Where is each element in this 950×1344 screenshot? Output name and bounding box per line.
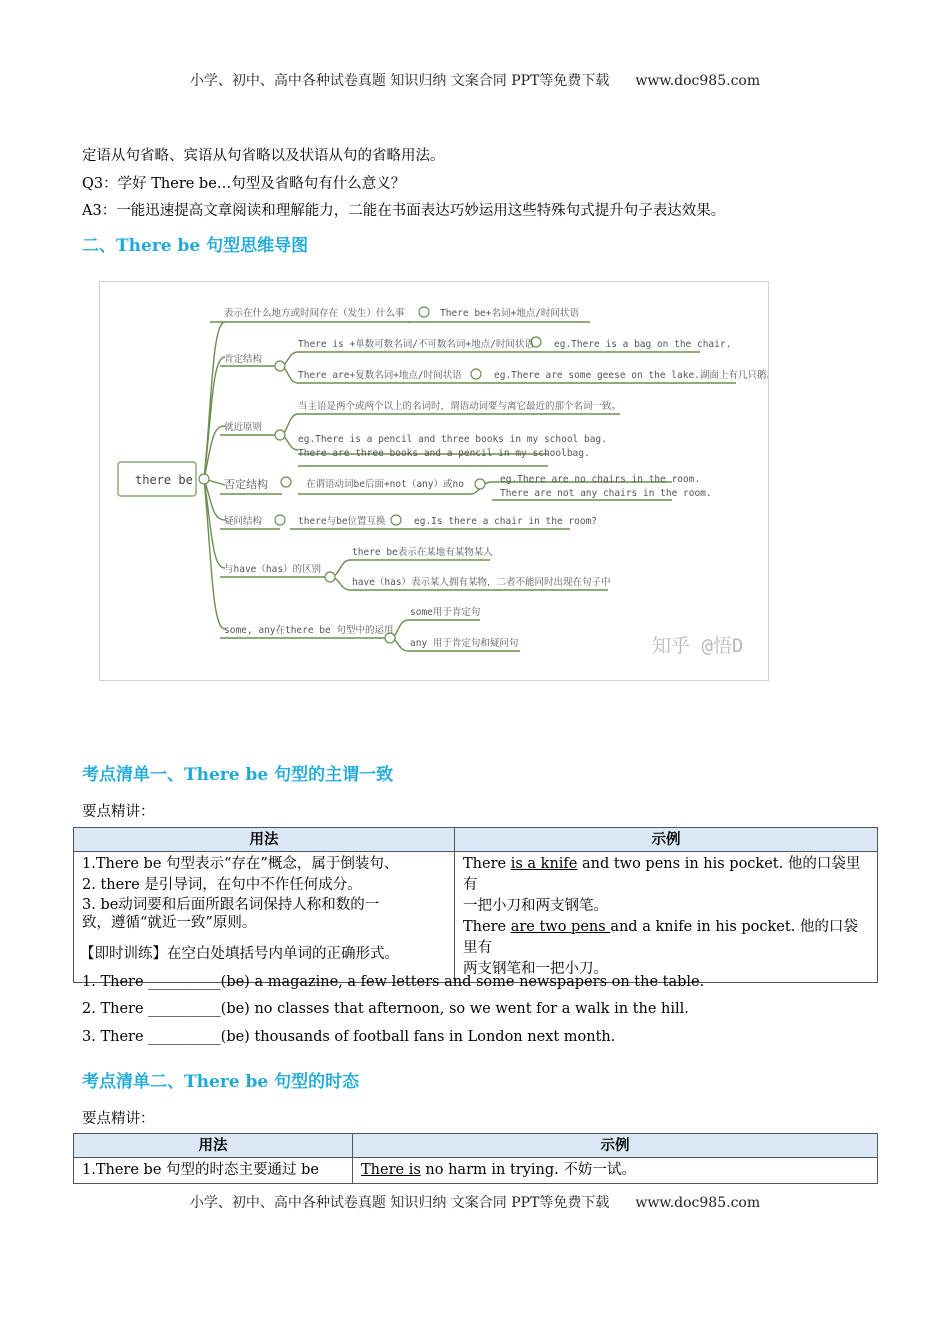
practice-q3: 3. There __________(be) thousands of football fans in London next month. (82, 1029, 616, 1045)
mm-b3-leaf1: 当主语是两个或两个以上的名词时，谓语动词要与离它最近的那个名词一致。 (298, 401, 622, 412)
header-site: www.doc985.com (635, 73, 761, 89)
k1-usage-3a: 3. be动词要和后面所跟名词保持人称和数的一 (82, 897, 380, 913)
k1-ex1-b: and two pens in his pocket. 他的口袋里有 (463, 856, 861, 893)
k1-ex1-u: is a knife (510, 856, 578, 872)
k2-ex1-u: There is (361, 1162, 421, 1178)
mm-b6-leaf1: there be表示在某地有某物某人 (352, 547, 493, 558)
mm-b5-label: 疑问结构 (224, 516, 263, 527)
mm-b7-leaf1: some用于肯定句 (410, 607, 481, 618)
section-2-title: 二、There be 句型思维导图 (82, 236, 309, 256)
a3-line: A3：一能迅速提高文章阅读和理解能力，二能在书面表达巧妙运用这些特殊句式提升句子表达效果。 (82, 203, 726, 219)
footer-site: www.doc985.com (635, 1195, 761, 1211)
mm-b2-label: 肯定结构 (224, 354, 263, 365)
mm-b5-leaf: there与be位置互换 (298, 516, 386, 527)
mm-b7-leaf2: any 用于肯定句和疑问句 (410, 638, 519, 649)
mindmap-image (99, 281, 769, 681)
mindmap-svg (100, 282, 768, 680)
k2-table (73, 1133, 878, 1184)
mm-b4-leaf: 在谓语动词be后面+not（any）或no (306, 479, 464, 490)
mindmap-watermark: 知乎 @悟D (652, 635, 744, 657)
header-text: 小学、初中、高中各种试卷真题 知识归纳 文案合同 PPT等免费下载 (189, 73, 610, 89)
mm-b1-leaf: There be+名词+地点/时间状语 (440, 308, 579, 319)
k1-ex2-u: are two pens (510, 919, 611, 935)
intro-line: 定语从句省略、宾语从句省略以及状语从句的省略用法。 (82, 148, 445, 164)
mm-b2-leaf1: There is +单数可数名词/不可数名词+地点/时间状语 (298, 339, 534, 350)
k1-label: 要点精讲： (82, 804, 155, 820)
footer-text: 小学、初中、高中各种试卷真题 知识归纳 文案合同 PPT等免费下载 (189, 1195, 610, 1211)
k1-col-example: 示例 (455, 828, 878, 852)
mm-b3-label: 就近原则 (224, 422, 263, 433)
practice-q2: 2. There __________(be) no classes that afternoon, so we went for a walk in the hill. (82, 1001, 689, 1017)
k1-col-usage: 用法 (74, 828, 455, 852)
mm-b3-leaf2: eg.There is a pencil and three books in my school bag. (298, 434, 607, 445)
k1-usage-2: 2. there 是引导词，在句中不作任何成分。 (82, 877, 362, 893)
k2-col-example: 示例 (353, 1134, 878, 1158)
k1-usage-1: 1.There be 句型表示“存在”概念，属于倒装句、 (82, 856, 399, 872)
mm-b6-leaf2: have（has）表示某人拥有某物，二者不能同时出现在句子中 (352, 577, 611, 588)
k1-example-cell (455, 852, 878, 983)
k1-usage-3b: 致，遵循“就近一致”原则。 (82, 915, 257, 931)
k1-ex1-c: 一把小刀和两支钢笔。 (463, 898, 608, 914)
k1-title: 考点清单一、There be 句型的主谓一致 (82, 765, 394, 785)
k1-ex2-b: and a knife in his pocket. 他的口袋里有 (463, 919, 858, 956)
mm-b4-ex1: eg.There are no chairs in the room. (500, 474, 701, 485)
practice-title: 【即时训练】在空白处填括号内单词的正确形式。 (80, 946, 399, 962)
k2-label: 要点精讲： (82, 1111, 155, 1127)
mm-b3-leaf3: There are three books and a pencil in my schoolbag. (298, 448, 590, 459)
page-header (0, 70, 950, 90)
k2-col-usage: 用法 (74, 1134, 353, 1158)
practice-q1: 1. There __________(be) a magazine, a few letters and some newspapers on the table. (82, 974, 705, 990)
mm-b4-label: 否定结构 (224, 478, 268, 491)
mm-b7-label: some, any在there be 句型中的运用 (224, 625, 394, 636)
mm-b1-label: 表示在什么地方或时间存在（发生）什么事 (224, 308, 405, 319)
mm-b5-ex: eg.Is there a chair in the room? (414, 516, 598, 527)
mm-b2-ex1: eg.There is a bag on the chair. (554, 339, 732, 350)
mm-b4-ex2: There are not any chairs in the room. (500, 488, 712, 499)
k1-ex2-a: There (463, 919, 511, 935)
k2-example-cell (353, 1158, 878, 1184)
k2-usage-cell: 1.There be 句型的时态主要通过 be (74, 1158, 353, 1184)
k1-ex1-a: There (463, 856, 511, 872)
mm-b6-label: 与have（has）的区别 (224, 564, 322, 575)
mm-b2-ex2: eg.There are some geese on the lake.湖面上有几只鹅。 (494, 370, 768, 381)
q3-line: Q3：学好 There be…句型及省略句有什么意义？ (82, 176, 406, 192)
page-footer (0, 1192, 950, 1212)
k1-ex2-c: 两支钢笔和一把小刀。 (463, 961, 608, 977)
mindmap-root: there be (135, 473, 193, 487)
k2-ex1-b: no harm in trying. 不妨一试。 (420, 1162, 636, 1178)
k2-title: 考点清单二、There be 句型的时态 (82, 1072, 360, 1092)
mm-b2-leaf2: There are+复数名词+地点/时间状语 (298, 370, 462, 381)
